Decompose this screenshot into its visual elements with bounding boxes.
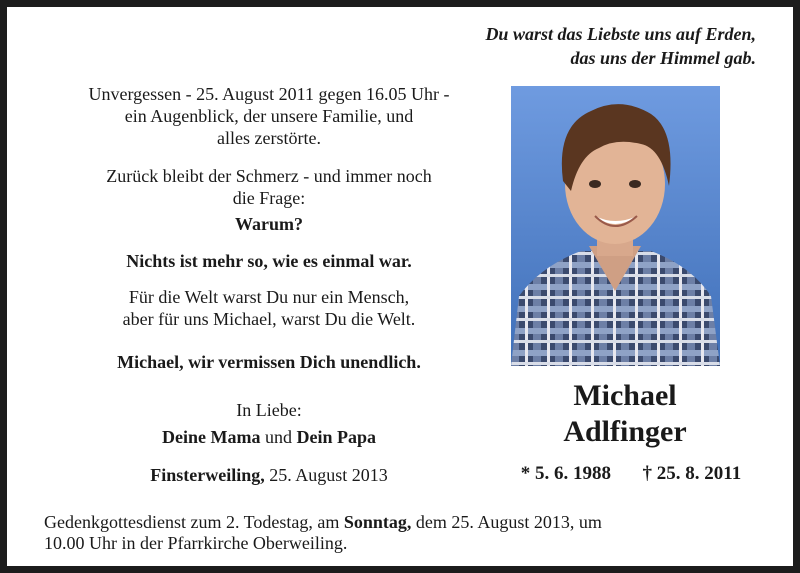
intro-text [40, 83, 498, 149]
memorial-quote [356, 22, 756, 70]
first-name: Michael [573, 379, 677, 412]
service-text-part-2: dem 25. August 2013, um [415, 512, 602, 532]
world-line-1: Für die Welt warst Du nur ein Mensch, [128, 287, 410, 307]
papa-signature: Dein Papa [296, 427, 376, 447]
world-text [40, 286, 498, 330]
portrait-photo [511, 86, 720, 366]
place-date [40, 464, 498, 486]
pain-line-2: die Frage: [232, 188, 306, 208]
service-notice [44, 512, 764, 554]
miss-text: Michael, wir vermissen Dich unendlich. [117, 352, 421, 372]
intro-line-2: ein Augenblick, der unsere Familie, und [124, 106, 414, 126]
and-word: und [264, 427, 292, 447]
life-dates [497, 462, 765, 486]
service-text-part-1: Gedenkgottesdienst zum 2. Todestag, am [44, 512, 340, 532]
mama-signature: Deine Mama [162, 427, 261, 447]
quote-line-2: das uns der Himmel gab. [570, 48, 756, 68]
place-town: Finsterweiling, [150, 465, 265, 485]
portrait-illustration [511, 86, 720, 366]
service-line-2: 10.00 Uhr in der Pfarrkirche Oberweiling. [44, 533, 348, 553]
love-label: In Liebe: [236, 400, 302, 420]
love-signatures [40, 426, 498, 448]
birth-date: * 5. 6. 1988 [520, 463, 612, 484]
pain-text [40, 165, 498, 209]
intro-line-3: alles zerstörte. [217, 128, 321, 148]
quote-line-1: Du warst das Liebste uns auf Erden, [485, 24, 756, 44]
death-date: † 25. 8. 2011 [642, 463, 742, 484]
place-date-value: 25. August 2013 [269, 465, 388, 485]
question-text: Warum? [234, 214, 303, 234]
service-day: Sonntag, [343, 512, 412, 532]
intro-line-1: Unvergessen - 25. August 2011 gegen 16.05 Uhr - [88, 84, 450, 104]
pain-line-1: Zurück bleibt der Schmerz - und immer noch [106, 166, 432, 186]
last-name: Adlfinger [563, 415, 687, 448]
nothing-text: Nichts ist mehr so, wie es einmal war. [126, 251, 412, 271]
service-line-1 [44, 512, 764, 533]
world-line-2: aber für uns Michael, warst Du die Welt. [122, 309, 416, 329]
